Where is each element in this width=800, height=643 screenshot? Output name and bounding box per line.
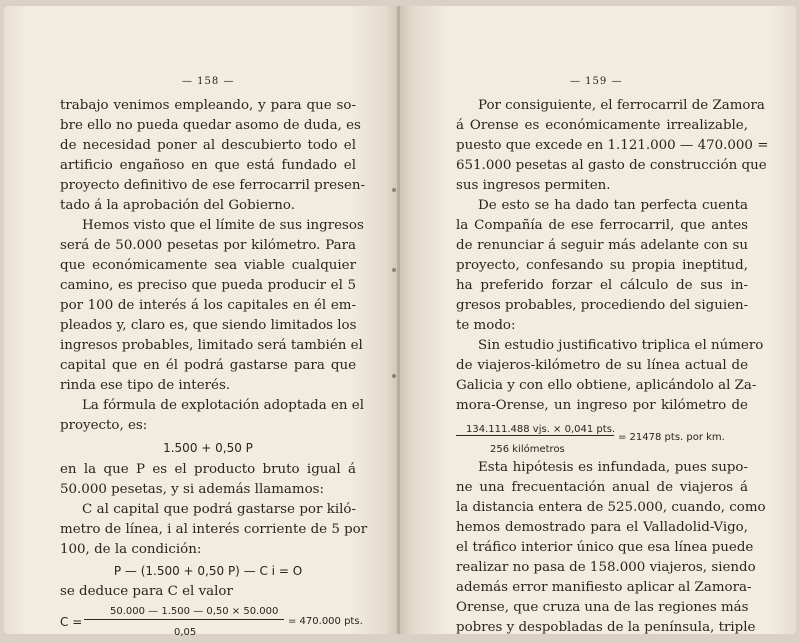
text-line: realizar no pasa de 158.000 viajeros, siendo	[456, 560, 756, 575]
text-line: además error manifiesto aplicar al Zamora-	[456, 580, 752, 595]
text-line: será de 50.000 pesetas por kilómetro. Para	[60, 238, 356, 253]
text-line: mora-Orense, un ingreso por kilómetro de	[456, 398, 748, 413]
fraction-denominator: 0,05	[174, 627, 197, 638]
text-line: de viajeros-kilómetro de su línea actual de	[456, 358, 748, 373]
text-line: te modo:	[456, 318, 516, 333]
text-line: metro de línea, i al interés corriente de 5 por	[60, 522, 368, 537]
binding-hole	[392, 268, 396, 272]
text-line: ingresos probables, limitado será también el	[60, 338, 363, 353]
formula: P — (1.500 + 0,50 P) — C i = O	[113, 564, 303, 578]
text-line: á Orense es económicamente irrealizable,	[456, 118, 748, 133]
text-line: en la que P es el producto bruto igual á	[60, 462, 356, 477]
text-line: de necesidad poner al descubierto todo el	[60, 138, 356, 153]
right-page	[400, 6, 796, 634]
text-line: la Compañía de ese ferrocarril, que antes	[456, 218, 748, 233]
left-page	[4, 6, 398, 638]
text-line: gresos probables, procediendo del siguien-	[456, 298, 749, 313]
book-spread	[4, 6, 796, 638]
text-line: proyecto definitivo de ese ferrocarril presen-	[60, 178, 366, 193]
text-line: Orense, que cruza una de las regiones más	[456, 600, 749, 615]
left-page-text	[60, 96, 368, 642]
text-line: se deduce para C el valor	[60, 584, 233, 599]
text-line: proyecto, es:	[60, 418, 148, 433]
text-line: pobres y despobladas de la península, triple	[456, 620, 756, 635]
text-line: tado á la aprobación del Gobierno.	[60, 198, 295, 213]
text-line: de renunciar á seguir más adelante con su	[456, 238, 748, 253]
fraction-bar	[84, 619, 284, 620]
binding-hole	[392, 188, 396, 192]
text-line: sus ingresos permiten.	[456, 178, 611, 193]
text-line: 100, de la condición:	[60, 542, 202, 557]
fraction-result: = 21478 pts. por km.	[618, 432, 725, 443]
text-line: artificio engañoso en que está fundado el	[60, 158, 356, 173]
text-line: ha preferido forzar el cálculo de sus in-	[456, 278, 748, 293]
fraction-formula	[456, 416, 748, 458]
text-line: ne una frecuentación anual de viajeros á	[456, 480, 748, 495]
fraction-numerator: 134.111.488 vjs. × 0,041 pts.	[466, 424, 616, 435]
text-line: 50.000 pesetas, y si además llamamos:	[60, 482, 325, 497]
right-page-text	[456, 96, 769, 638]
fraction-result: = 470.000 pts.	[288, 616, 363, 627]
formula: 1.500 + 0,50 P	[163, 441, 253, 455]
text-line: C al capital que podrá gastarse por kiló-	[82, 502, 356, 517]
text-line: puesto que excede en 1.121.000 — 470.000 =	[456, 138, 769, 153]
fraction-formula	[60, 602, 363, 642]
text-line: por 100 de interés á los capitales en él em-	[60, 298, 356, 313]
text-line: hemos demostrado para el Valladolid-Vigo,	[456, 520, 748, 535]
text-line: rinda ese tipo de interés.	[60, 378, 231, 393]
text-line: el tráfico interior único que esa línea puede	[456, 540, 754, 555]
text-line: la distancia entera de 525.000, cuando, como	[456, 500, 766, 515]
fraction-lhs: C =	[60, 615, 83, 629]
binding-hole	[392, 374, 396, 378]
fraction-bar	[456, 435, 614, 436]
text-line: Hemos visto que el límite de sus ingresos	[82, 218, 364, 233]
text-line: pleados y, claro es, que siendo limitados los	[60, 318, 357, 333]
page-number: — 159 —	[570, 76, 623, 87]
text-line: proyecto, confesando su propia ineptitud,	[456, 258, 748, 273]
text-line: que económicamente sea viable cualquier	[60, 258, 356, 273]
text-line: Galicia y con ello obtiene, aplicándolo al Za-	[456, 378, 757, 393]
page-number: — 158 —	[182, 76, 235, 87]
text-line: La fórmula de explotación adoptada en el	[82, 398, 365, 413]
text-line: Por consiguiente, el ferrocarril de Zamora	[478, 98, 765, 113]
text-line: Sin estudio justificativo triplica el número	[478, 338, 764, 353]
fraction-numerator: 50.000 — 1.500 — 0,50 × 50.000	[110, 606, 279, 617]
text-line: De esto se ha dado tan perfecta cuenta	[478, 198, 748, 213]
text-line: camino, es preciso que pueda producir el 5	[60, 278, 356, 293]
fraction-denominator: 256 kilómetros	[490, 444, 565, 455]
text-line: Esta hipótesis es infundada, pues supo-	[478, 460, 748, 475]
text-line: bre ello no pueda quedar asomo de duda, es	[60, 118, 361, 133]
text-line: trabajo venimos empleando, y para que so-	[60, 98, 356, 113]
text-line: capital que en él podrá gastarse para que	[60, 358, 356, 373]
text-line: 651.000 pesetas al gasto de construcción que	[456, 158, 767, 173]
